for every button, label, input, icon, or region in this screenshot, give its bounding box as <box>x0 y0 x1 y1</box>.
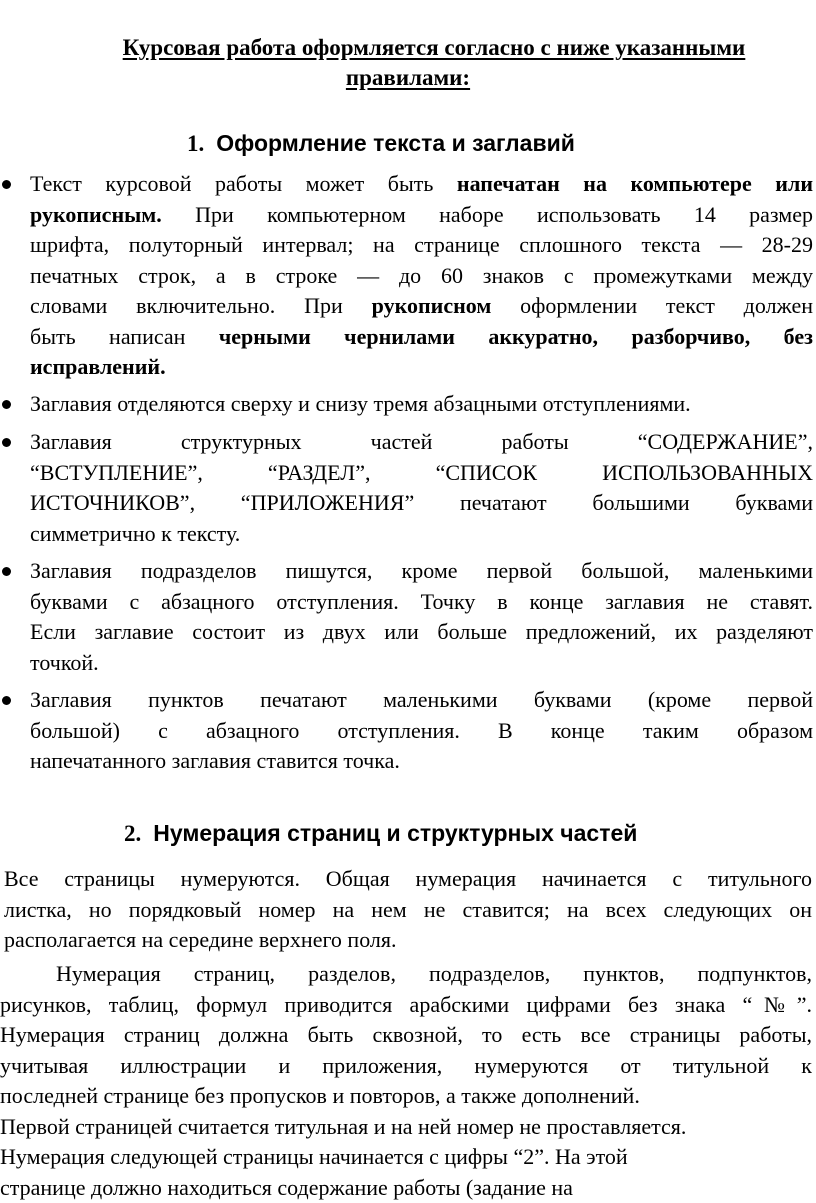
paragraph-2 <box>0 959 812 1203</box>
document-title <box>0 33 816 93</box>
section-2-number: 2. <box>124 821 141 846</box>
bullet-line: Заглавия подразделов пишутся, кроме первой большой, маленькими <box>30 556 813 587</box>
section-1-title: Оформление текста и заглавий <box>216 130 575 156</box>
paragraph-line: странице должно находиться содержание работы (задание на <box>0 1173 812 1203</box>
paragraph-line: Первой страницей считается титульная и на ней номер не проставляется. <box>0 1112 812 1143</box>
paragraph-line: листка, но порядковый номер на нем не ставится; на всех следующих он <box>4 895 812 926</box>
bullet-line: симметрично к тексту. <box>30 519 813 550</box>
bullet-dot-icon <box>2 567 11 576</box>
bullet-line: словами включительно. При рукописном оформлении текст должен <box>30 291 813 322</box>
section-1-heading <box>187 128 575 159</box>
bold-text: исправлений. <box>30 354 166 379</box>
bullet-line: Заглавия отделяются сверху и снизу тремя абзацными отступлениями. <box>30 389 813 420</box>
bullet-line: Если заглавие состоит из двух или больше предложений, их разделяют <box>30 617 813 648</box>
bullet-dot-icon <box>2 696 11 705</box>
section-2-heading <box>124 818 637 849</box>
bold-text: рукописным. <box>30 202 162 227</box>
bullet-line: Текст курсовой работы может быть напечатан на компьютере или <box>30 169 813 200</box>
bullet-dot-icon <box>2 180 11 189</box>
section-2-title: Нумерация страниц и структурных частей <box>153 820 637 846</box>
bullet-dot-icon <box>2 400 11 409</box>
paragraph-line: Все страницы нумеруются. Общая нумерация начинается с титульного <box>4 864 812 895</box>
document-title-line-2: правилами: <box>0 63 816 93</box>
paragraph-line: располагается на середине верхнего поля. <box>4 925 812 956</box>
bullet-item <box>30 685 813 777</box>
paragraph-line: Нумерация страниц, разделов, подразделов, пунктов, подпунктов, <box>0 959 812 990</box>
bullet-dot-icon <box>2 438 11 447</box>
bullet-item <box>30 389 813 420</box>
bullet-line <box>30 352 813 383</box>
bullet-line: рукописным. При компьютерном наборе использовать 14 размер <box>30 200 813 231</box>
bullet-line: буквами с абзацного отступления. Точку в конце заглавия не ставят. <box>30 587 813 618</box>
bullet-line: Заглавия структурных частей работы “СОДЕРЖАНИЕ”, <box>30 427 813 458</box>
bold-text: напечатан на компьютере или <box>457 171 813 196</box>
bullet-item <box>30 169 813 383</box>
bullet-item <box>30 556 813 678</box>
bullet-line: “ВСТУПЛЕНИЕ”, “РАЗДЕЛ”, “СПИСОК ИСПОЛЬЗОВАННЫХ <box>30 458 813 489</box>
paragraph-1 <box>4 864 812 956</box>
bullet-line: печатных строк, а в строке — до 60 знаков с промежутками между <box>30 261 813 292</box>
paragraph-line: Нумерация следующей страницы начинается с цифры “2”. На этой <box>0 1142 812 1173</box>
bold-text: черными чернилами аккуратно, разборчиво, без <box>219 324 813 349</box>
bullet-line: напечатанного заглавия ставится точка. <box>30 746 813 777</box>
bullet-line: Заглавия пунктов печатают маленькими буквами (кроме первой <box>30 685 813 716</box>
paragraph-line: рисунков, таблиц, формул приводится арабскими цифрами без знака “№”. <box>0 990 812 1021</box>
bullet-line: большой) с абзацного отступления. В конце таким образом <box>30 716 813 747</box>
bullet-line: точкой. <box>30 648 813 679</box>
bullet-line: ИСТОЧНИКОВ”, “ПРИЛОЖЕНИЯ” печатают большими буквами <box>30 488 813 519</box>
bullet-line: быть написан черными чернилами аккуратно, разборчиво, без <box>30 322 813 353</box>
bullet-line: шрифта, полуторный интервал; на странице сплошного текста — 28-29 <box>30 230 813 261</box>
bold-text: рукописном <box>372 293 492 318</box>
paragraph-line: последней странице без пропусков и повторов, а также дополнений. <box>0 1081 812 1112</box>
paragraph-line: Нумерация страниц должна быть сквозной, то есть все страницы работы, <box>0 1020 812 1051</box>
paragraph-line: учитывая иллюстрации и приложения, нумеруются от титульной к <box>0 1051 812 1082</box>
bullet-item <box>30 427 813 549</box>
document-title-line-1: Курсовая работа оформляется согласно с ниже указанными <box>0 33 816 63</box>
section-1-number: 1. <box>187 131 204 156</box>
